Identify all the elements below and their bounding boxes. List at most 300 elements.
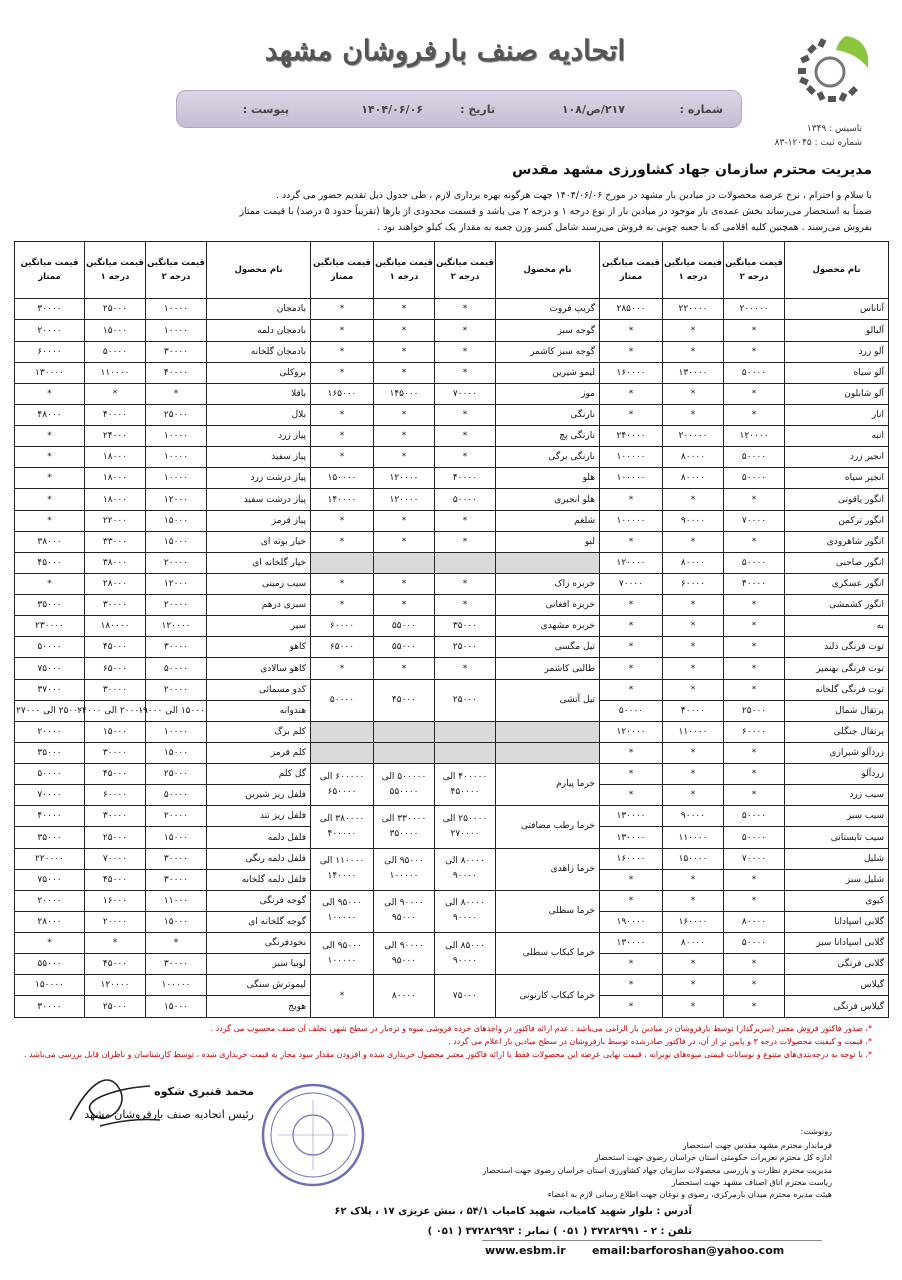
grade1-price-cell: ۸۰۰۰۰ [663, 447, 724, 468]
grade2-price-cell: * [724, 404, 785, 425]
grade2-price-cell: ۵۰۰۰۰ [724, 552, 785, 573]
table-row [15, 320, 889, 341]
premium-price-cell: ۳۵۰۰۰ [15, 742, 85, 763]
grade2-price-cell: * [724, 869, 785, 890]
table-row [15, 404, 889, 425]
product-name-cell: هلو [496, 468, 600, 489]
product-name-cell: فلفل ریز شیرین [207, 785, 311, 806]
product-name-cell: زردآلو [785, 764, 889, 785]
premium-price-cell: ۷۵۰۰۰ [15, 869, 85, 890]
product-name-cell: پیاز قرمز [207, 510, 311, 531]
grade2-price-cell: ۱۵۰۰۰ [146, 742, 207, 763]
product-name-cell: کلم قرمز [207, 742, 311, 763]
product-name-cell: توت فرنگی دلند [785, 637, 889, 658]
product-name-cell: کاهو سالادی [207, 658, 311, 679]
grade1-price-cell: ۱۲۰۰۰۰ [374, 489, 435, 510]
cc-line: هیئت مدیره محترم میدان بارمرکزی، رضوی و نوغان جهت اطلاع رسانی لازم به اعضاء [547, 1190, 832, 1200]
premium-price-cell: ۶۵۰۰۰ [311, 637, 374, 658]
grade1-price-cell: ۱۵۰۰۰ [85, 320, 146, 341]
address: آدرس : بلوار شهید کامیاب، شهید کامیاب ۵۴/۱ ، نبش عزیزی ۱۷ ، پلاک ۶۲ [334, 1206, 692, 1217]
grade1-price-cell: ۵۰۰۰۰۰ الی ۵۵۰۰۰۰ [374, 764, 435, 806]
product-name-cell: انگور صاحبی [785, 552, 889, 573]
product-name-cell: گیلاس [785, 975, 889, 996]
premium-price-cell: * [600, 404, 663, 425]
table-row [15, 595, 889, 616]
premium-price-cell: ۱۵۰۰۰۰ [15, 975, 85, 996]
empty-cell [435, 742, 496, 763]
grade2-price-cell: * [724, 658, 785, 679]
grade1-price-cell: * [663, 954, 724, 975]
product-name-cell: موز [496, 383, 600, 404]
grade2-price-cell: * [724, 616, 785, 637]
premium-price-cell: ۵۰۰۰۰ [311, 679, 374, 721]
grade2-price-cell: ۱۲۰۰۰ [146, 489, 207, 510]
product-name-cell: پرتقال شمال [785, 700, 889, 721]
product-name-cell: بادمجان گلخانه [207, 341, 311, 362]
product-name-cell: شلیل سبز [785, 869, 889, 890]
grade1-price-cell: ۲۵۰۰۰ [85, 827, 146, 848]
premium-price-cell: ۲۰۰۰۰ [15, 320, 85, 341]
website-link[interactable]: www.esbm.ir [485, 1244, 566, 1257]
premium-price-cell: ۵۰۰۰۰ [15, 764, 85, 785]
grade2-price-cell: * [435, 573, 496, 594]
product-name-cell: انجیر سیاه [785, 468, 889, 489]
table-row [15, 299, 889, 320]
premium-price-cell: * [15, 426, 85, 447]
product-name-cell: آلو سیاه [785, 362, 889, 383]
cc-line: اداره کل محترم تعزیرات حکومتی استان خراسان رضوی جهت استحضار [594, 1153, 832, 1163]
grade1-price-cell: ۵۵۰۰۰ [374, 637, 435, 658]
product-name-cell: خیار گلخانه ای [207, 552, 311, 573]
grade2-price-cell: * [724, 531, 785, 552]
date-value: ۱۴۰۴/۰۶/۰۶ [361, 103, 423, 116]
grade1-price-cell: ۶۵۰۰۰ [85, 658, 146, 679]
grade2-price-cell: * [435, 447, 496, 468]
premium-price-cell: ۴۸۰۰۰ [15, 404, 85, 425]
grade1-price-cell: ۹۰۰۰۰ [663, 806, 724, 827]
premium-price-cell: * [311, 320, 374, 341]
product-name-cell: خرما سطلی [496, 890, 600, 932]
premium-price-cell: ۱۵۰۰۰۰ [311, 468, 374, 489]
grade1-price-cell: ۲۲۰۰۰۰ [663, 299, 724, 320]
grade2-price-cell: ۲۵۰۰۰ [435, 637, 496, 658]
header-product-name: نام محصول [207, 242, 311, 299]
product-name-cell: لیمو شیرین [496, 362, 600, 383]
product-name-cell: انگور ترکمن [785, 510, 889, 531]
product-name-cell: آلو شابلون [785, 383, 889, 404]
grade1-price-cell: ۶۰۰۰۰ [85, 785, 146, 806]
product-name-cell: نارنگی پچ [496, 426, 600, 447]
header-grade2: قیمت میانگین درجه ۲ [724, 242, 785, 299]
grade2-price-cell: * [435, 510, 496, 531]
grade1-price-cell: * [374, 341, 435, 362]
product-name-cell: خرما زاهدی [496, 848, 600, 890]
premium-price-cell: * [311, 595, 374, 616]
premium-price-cell: * [600, 996, 663, 1018]
product-name-cell: آناناس [785, 299, 889, 320]
grade2-price-cell: * [435, 320, 496, 341]
product-name-cell: خرما رطب مضافتی [496, 806, 600, 848]
grade2-price-cell: ۸۵۰۰۰ الی ۹۰۰۰۰ [435, 933, 496, 975]
premium-price-cell: * [600, 658, 663, 679]
grade2-price-cell: * [724, 975, 785, 996]
grade2-price-cell: ۵۰۰۰۰ [724, 468, 785, 489]
price-table [14, 241, 889, 1018]
grade2-price-cell: ۷۰۰۰۰ [435, 383, 496, 404]
product-name-cell: خیار بوته ای [207, 531, 311, 552]
grade1-price-cell: ۷۰۰۰۰ [85, 848, 146, 869]
cc-line: مدیریت محترم نظارت و بازرسی محصولات سازمان جهاد کشاورزی استان خراسان رضوی جهت استحضار [482, 1165, 832, 1175]
grade1-price-cell: ۲۵۰۰۰ [85, 996, 146, 1018]
grade1-price-cell: ۱۱۰۰۰۰ [663, 721, 724, 742]
grade1-price-cell: ۸۰۰۰۰ [663, 933, 724, 954]
product-name-cell: سیب سبز [785, 806, 889, 827]
grade2-price-cell: ۱۰۰۰۰ [146, 447, 207, 468]
premium-price-cell: ۱۶۵۰۰۰ [311, 383, 374, 404]
product-name-cell: انبه [785, 426, 889, 447]
premium-price-cell: * [311, 510, 374, 531]
grade2-price-cell: ۷۵۰۰۰ [435, 975, 496, 1018]
product-name-cell: نارنگی برگی [496, 447, 600, 468]
empty-cell [311, 721, 374, 742]
table-row [15, 616, 889, 637]
premium-price-cell: * [600, 869, 663, 890]
product-name-cell: فلفل دلمه گلخانه [207, 869, 311, 890]
grade1-price-cell: ۱۳۰۰۰۰ [663, 362, 724, 383]
product-name-cell: انگور کشمشی [785, 595, 889, 616]
email-link[interactable]: email:barforoshan@yahoo.com [592, 1244, 785, 1257]
grade2-price-cell: ۲۰۰۰۰۰ [724, 299, 785, 320]
product-name-cell: گوجه گلخانه ای [207, 911, 311, 932]
grade2-price-cell: ۷۰۰۰۰ [724, 848, 785, 869]
grade1-price-cell: ۳۸۰۰۰ [85, 552, 146, 573]
grade2-price-cell: ۱۵۰۰۰ [146, 911, 207, 932]
grade1-price-cell: * [374, 531, 435, 552]
grade2-price-cell: ۶۰۰۰۰ [724, 721, 785, 742]
premium-price-cell: * [600, 890, 663, 911]
product-name-cell: بادمجان [207, 299, 311, 320]
premium-price-cell: * [15, 468, 85, 489]
product-name-cell: طالبی کاشمر [496, 658, 600, 679]
product-name-cell: هندوانه [207, 700, 311, 721]
premium-price-cell: ۷۰۰۰۰ [15, 785, 85, 806]
established-year: تاسیس : ۱۳۴۹ [806, 124, 862, 134]
grade2-price-cell: ۲۰۰۰۰ [146, 679, 207, 700]
header-premium: قیمت میانگین ممتاز [600, 242, 663, 299]
premium-price-cell: ۷۰۰۰۰ [600, 573, 663, 594]
grade1-price-cell: ۲۸۰۰۰ [85, 573, 146, 594]
grade1-price-cell: ۴۵۰۰۰ [374, 679, 435, 721]
grade2-price-cell: ۱۵۰۰۰ الی ۱۹۰۰۰ [146, 700, 207, 721]
premium-price-cell: * [600, 679, 663, 700]
table-row [15, 447, 889, 468]
premium-price-cell: ۳۰۰۰۰ [15, 996, 85, 1018]
product-name-cell: خرما کبکاب سطلی [496, 933, 600, 975]
grade1-price-cell: * [663, 975, 724, 996]
table-row [15, 468, 889, 489]
grade2-price-cell: * [435, 531, 496, 552]
union-logo-icon [790, 28, 872, 110]
table-row [15, 510, 889, 531]
grade1-price-cell: ۶۰۰۰۰ [663, 573, 724, 594]
premium-price-cell: * [600, 341, 663, 362]
grade1-price-cell: * [374, 426, 435, 447]
premium-price-cell: ۳۸۰۰۰۰ الی ۴۰۰۰۰۰ [311, 806, 374, 848]
footer-divider [482, 1240, 822, 1241]
product-name-cell: تیل آتشی [496, 679, 600, 721]
grade1-price-cell: ۹۰۰۰۰ [663, 510, 724, 531]
grade2-price-cell: * [435, 658, 496, 679]
phone-fax: تلفن : ۲ - ۳۷۲۸۲۹۹۱ ( ۰۵۱ ) نمابر : ۳۷۲۸۲۹۹۳ ( ۰۵۱ ) [427, 1226, 692, 1237]
grade1-price-cell: * [663, 489, 724, 510]
grade1-price-cell: ۱۸۰۰۰ [85, 468, 146, 489]
product-name-cell: انار [785, 404, 889, 425]
premium-price-cell: ۲۴۰۰۰۰ [600, 426, 663, 447]
premium-price-cell: ۱۱۰۰۰۰ الی ۱۴۰۰۰۰ [311, 848, 374, 890]
product-name-cell: آلو زرد [785, 341, 889, 362]
grade1-price-cell: ۹۰۰۰۰ الی ۹۵۰۰۰ [374, 933, 435, 975]
table-row [15, 933, 889, 954]
letter-info-band [176, 90, 742, 128]
table-row [15, 341, 889, 362]
header-premium: قیمت میانگین ممتاز [311, 242, 374, 299]
grade1-price-cell: * [374, 658, 435, 679]
product-name-cell: پیاز درشت سفید [207, 489, 311, 510]
product-name-cell: گوجه سبز کاشمر [496, 341, 600, 362]
product-name-cell: انجیر زرد [785, 447, 889, 468]
premium-price-cell: * [15, 510, 85, 531]
premium-price-cell: * [311, 573, 374, 594]
grade2-price-cell: * [146, 383, 207, 404]
product-name-cell: نخودفرنگی [207, 933, 311, 954]
grade2-price-cell: ۲۰۰۰۰ [146, 806, 207, 827]
grade2-price-cell: * [724, 679, 785, 700]
premium-price-cell: ۶۰۰۰۰ [15, 341, 85, 362]
official-seal-icon [258, 1080, 368, 1190]
product-name-cell: انگور شاهرودی [785, 531, 889, 552]
grade2-price-cell: ۲۵۰۰۰۰ الی ۲۷۰۰۰۰ [435, 806, 496, 848]
table-row [15, 489, 889, 510]
grade2-price-cell: * [435, 299, 496, 320]
premium-price-cell: * [311, 975, 374, 1018]
product-name-cell: شلغم [496, 510, 600, 531]
grade2-price-cell: ۱۱۰۰۰ [146, 890, 207, 911]
table-row [15, 848, 889, 869]
grade2-price-cell: ۳۵۰۰۰ [435, 616, 496, 637]
grade2-price-cell: ۵۰۰۰۰ [146, 785, 207, 806]
grade2-price-cell: ۴۰۰۰۰ [146, 362, 207, 383]
product-name-cell: گوجه سبز [496, 320, 600, 341]
grade2-price-cell: * [724, 489, 785, 510]
premium-price-cell: * [311, 658, 374, 679]
table-row [15, 426, 889, 447]
grade2-price-cell: ۵۰۰۰۰ [724, 806, 785, 827]
grade1-price-cell: ۱۶۰۰۰۰ [663, 911, 724, 932]
registration-number: شماره ثبت : ۱۲۰۴۵-۸۳ [774, 138, 862, 148]
premium-price-cell: * [600, 489, 663, 510]
grade2-price-cell: ۴۰۰۰۰ [435, 468, 496, 489]
grade2-price-cell: ۵۰۰۰۰ [724, 447, 785, 468]
number-label: شماره : [679, 103, 723, 116]
empty-cell [374, 721, 435, 742]
product-name-cell: کیوی [785, 890, 889, 911]
grade1-price-cell: ۳۰۰۰۰ [85, 679, 146, 700]
product-name-cell: انگور یاقوتی [785, 489, 889, 510]
premium-price-cell: * [600, 764, 663, 785]
premium-price-cell: * [600, 954, 663, 975]
grade1-price-cell: * [663, 658, 724, 679]
premium-price-cell: ۱۳۰۰۰۰ [600, 827, 663, 848]
grade2-price-cell: ۳۰۰۰۰ [146, 637, 207, 658]
grade2-price-cell: * [724, 954, 785, 975]
product-name-cell: بادمجان دلمه [207, 320, 311, 341]
product-name-cell: باقلا [207, 383, 311, 404]
empty-cell [311, 742, 374, 763]
premium-price-cell: ۱۳۰۰۰۰ [15, 362, 85, 383]
product-name-cell: سیب زمینی [207, 573, 311, 594]
premium-price-cell: ۱۳۰۰۰۰ [600, 806, 663, 827]
premium-price-cell: ۳۰۰۰۰ [15, 299, 85, 320]
premium-price-cell: ۱۰۰۰۰۰ [600, 447, 663, 468]
header-product-name: نام محصول [496, 242, 600, 299]
grade2-price-cell: ۴۰۰۰۰۰ الی ۴۵۰۰۰۰ [435, 764, 496, 806]
premium-price-cell: ۱۶۰۰۰۰ [600, 362, 663, 383]
premium-price-cell: * [311, 299, 374, 320]
premium-price-cell: * [600, 637, 663, 658]
premium-price-cell: * [311, 531, 374, 552]
premium-price-cell: * [600, 785, 663, 806]
empty-cell [435, 721, 496, 742]
product-name-cell: سیب زرد [785, 785, 889, 806]
grade2-price-cell: ۱۵۰۰۰ [146, 531, 207, 552]
empty-cell [435, 552, 496, 573]
letterhead [0, 0, 902, 170]
grade2-price-cell: * [724, 890, 785, 911]
product-name-cell: گلابی فرنگی [785, 954, 889, 975]
grade1-price-cell: * [374, 362, 435, 383]
premium-price-cell: ۲۲۰۰۰۰ [15, 848, 85, 869]
table-row [15, 658, 889, 679]
cc-list [412, 1126, 832, 1201]
grade2-price-cell: * [724, 383, 785, 404]
grade2-price-cell: ۳۰۰۰۰ [146, 869, 207, 890]
grade1-price-cell: ۵۰۰۰۰ [85, 341, 146, 362]
grade2-price-cell: ۲۵۰۰۰ [146, 764, 207, 785]
grade1-price-cell: ۱۲۰۰۰۰ [374, 468, 435, 489]
grade1-price-cell: ۱۴۵۰۰۰ [374, 383, 435, 404]
intro-line: بفروش می‌رسند . همچنین کلیه اقلامی که با جعبه چوبی به فروش می‌رسند شامل کسر وزن جعبه به مقدار یک کیلو خواهند بود . [377, 222, 872, 233]
empty-cell [496, 742, 600, 763]
grade1-price-cell: ۱۱۰۰۰۰ [85, 362, 146, 383]
table-row [15, 637, 889, 658]
grade2-price-cell: ۸۰۰۰۰ الی ۹۰۰۰۰ [435, 890, 496, 932]
union-title: اتحادیه صنف بارفروشان مشهد [264, 34, 626, 67]
grade2-price-cell: ۱۵۰۰۰ [146, 996, 207, 1018]
grade2-price-cell: ۱۲۰۰۰۰ [146, 616, 207, 637]
grade2-price-cell: ۳۰۰۰۰ [146, 954, 207, 975]
empty-cell [496, 552, 600, 573]
grade1-price-cell: ۱۵۰۰۰۰ [663, 848, 724, 869]
empty-cell [311, 552, 374, 573]
empty-cell [374, 552, 435, 573]
grade1-price-cell: ۳۳۰۰۰۰ الی ۳۵۰۰۰۰ [374, 806, 435, 848]
product-name-cell: فلفل دلمه رنگی [207, 848, 311, 869]
table-row [15, 362, 889, 383]
signer-role: رئیس اتحادیه صنف بارفروشان مشهد [84, 1108, 254, 1121]
grade1-price-cell: ۲۰۰۰۰۰ [663, 426, 724, 447]
table-row [15, 573, 889, 594]
grade1-price-cell: ۲۲۰۰۰ [85, 510, 146, 531]
grade2-price-cell: ۵۰۰۰۰ [724, 362, 785, 383]
footnote: *، صدور فاکتور فروش معتبر (سربرگدار) توسط بارفروشان در میادین بار الزامی می‌باشد . عدم ارائه فاکتور در واحدهای خرده فروشی میوه و تره‌بار در سطح شهر، تخلف آن صنف محسوب می گردد . [210, 1024, 872, 1033]
product-name-cell: لبو [496, 531, 600, 552]
product-name-cell: توت فرنگی گلخانه [785, 679, 889, 700]
grade1-price-cell: ۳۳۰۰۰ [85, 531, 146, 552]
premium-price-cell: ۹۵۰۰۰ الی ۱۰۰۰۰۰ [311, 890, 374, 932]
grade2-price-cell: ۱۰۰۰۰ [146, 468, 207, 489]
cc-line: ریاست محترم اتاق اصناف مشهد جهت استحضار [671, 1177, 832, 1187]
premium-price-cell: ۱۹۰۰۰۰ [600, 911, 663, 932]
grade1-price-cell: * [663, 679, 724, 700]
product-name-cell: انگور عسکری [785, 573, 889, 594]
grade1-price-cell: * [85, 383, 146, 404]
product-name-cell: سیر [207, 616, 311, 637]
premium-price-cell: * [600, 616, 663, 637]
premium-price-cell: ۵۵۰۰۰ [15, 954, 85, 975]
date-label: تاریخ : [460, 103, 495, 116]
grade1-price-cell: * [663, 890, 724, 911]
grade2-price-cell: * [146, 933, 207, 954]
grade1-price-cell: ۱۱۰۰۰۰ [663, 827, 724, 848]
grade1-price-cell: ۸۰۰۰۰ [663, 468, 724, 489]
product-name-cell: پیاز درشت زرد [207, 468, 311, 489]
product-name-cell: گریپ فروت [496, 299, 600, 320]
grade2-price-cell: ۱۲۰۰۰۰ [724, 426, 785, 447]
product-name-cell: پیاز سفید [207, 447, 311, 468]
header-premium: قیمت میانگین ممتاز [15, 242, 85, 299]
grade1-price-cell: ۴۵۰۰۰ [85, 869, 146, 890]
premium-price-cell: ۵۰۰۰۰ [15, 637, 85, 658]
grade1-price-cell: * [663, 320, 724, 341]
grade1-price-cell: * [85, 933, 146, 954]
grade1-price-cell: ۲۵۰۰۰ [85, 299, 146, 320]
grade1-price-cell: ۲۴۰۰۰ [85, 426, 146, 447]
grade2-price-cell: * [435, 362, 496, 383]
grade1-price-cell: * [374, 320, 435, 341]
product-name-cell: به [785, 616, 889, 637]
intro-line: با سلام و احترام ، نرخ عرضه محصولات در میادین بار مشهد در مورخ ۱۴۰۴/۰۶/۰۶ جهت هرگونه بهره برداری لازم ، طی جدول ذیل تقدیم حضور می گردد . [275, 190, 872, 201]
premium-price-cell: ۷۵۰۰۰ [15, 658, 85, 679]
grade1-price-cell: ۱۵۰۰۰ [85, 721, 146, 742]
footnote: *، قیمت و کیفیت محصولات درجه ۳ و پایین تر از آن، در فاکتور صادرشده توسط بارفروشان در سطح میادین بار اعلام می گردد . [448, 1037, 872, 1046]
product-name-cell: بروکلی [207, 362, 311, 383]
product-name-cell: پرتقال جنگلی [785, 721, 889, 742]
grade1-price-cell: * [374, 510, 435, 531]
product-name-cell: گلابی اسپادانا [785, 911, 889, 932]
product-name-cell: فلفل دلمه [207, 827, 311, 848]
premium-price-cell: ۴۰۰۰۰ [15, 806, 85, 827]
grade1-price-cell: * [663, 531, 724, 552]
premium-price-cell: * [15, 383, 85, 404]
premium-price-cell: ۱۳۰۰۰۰ [600, 933, 663, 954]
header-grade1: قیمت میانگین درجه ۱ [663, 242, 724, 299]
grade1-price-cell: ۳۰۰۰۰ [85, 806, 146, 827]
grade1-price-cell: * [663, 764, 724, 785]
grade1-price-cell: * [663, 383, 724, 404]
grade1-price-cell: * [663, 869, 724, 890]
grade1-price-cell: ۹۵۰۰۰ الی ۱۰۰۰۰۰ [374, 848, 435, 890]
grade2-price-cell: * [435, 595, 496, 616]
